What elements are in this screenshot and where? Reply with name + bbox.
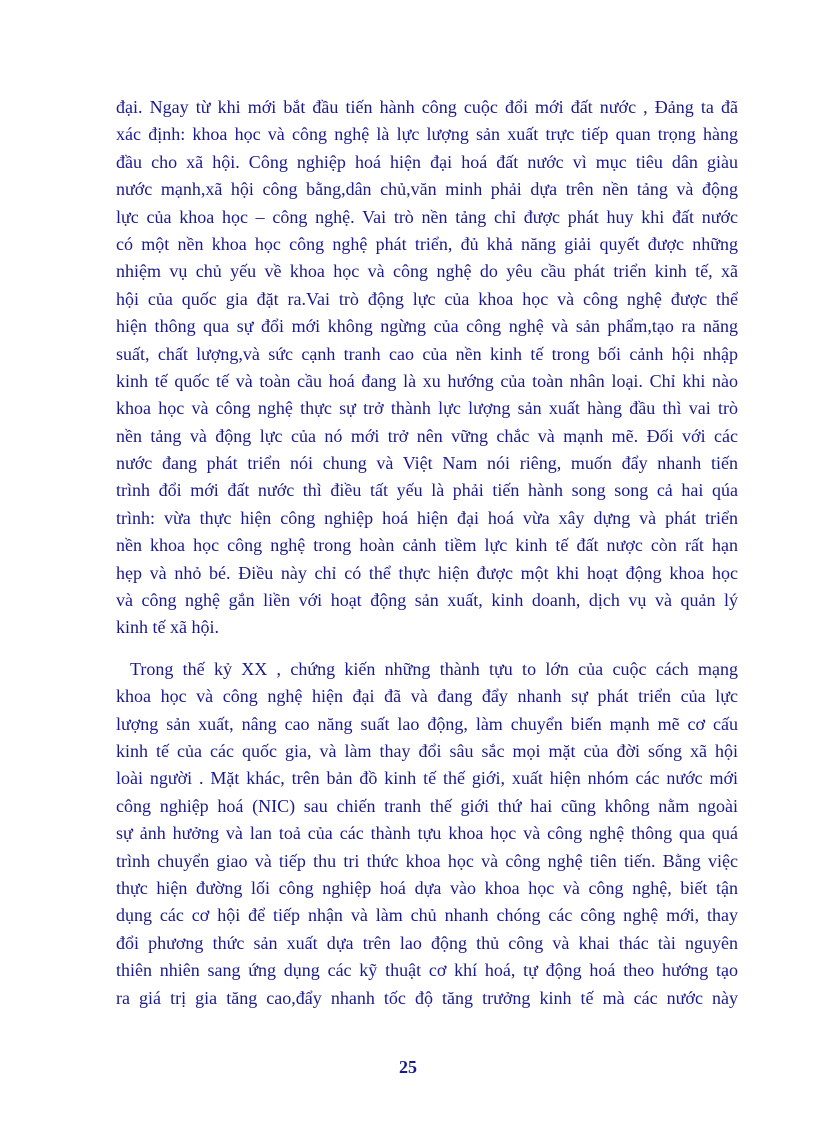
text-line: nền tảng và động lực của nó mới trở nên vững chắc và mạnh mẽ. Đối với các [116, 425, 738, 446]
text-line: và công nghệ gắn liền với hoạt động sản xuất, kinh doanh, dịch vụ và quản lý [116, 590, 738, 611]
text-line: hẹp và nhỏ bé. Điều này chỉ có thể thực hiện được một khi hoạt động khoa học [116, 562, 738, 583]
text-line: nước mạnh,xã hội công bằng,dân chủ,văn minh phải dựa trên nền tảng và động [116, 179, 738, 200]
text-line: đầu cho xã hội. Công nghiệp hoá hiện đại hoá đất nước vì mục tiêu dân giàu [116, 151, 738, 172]
paragraph [116, 656, 738, 1012]
text-line: hiện thông qua sự đổi mới không ngừng của công nghệ và sản phẩm,tạo ra năng [116, 316, 738, 337]
paragraph-gap [116, 642, 738, 656]
paragraph [116, 94, 738, 642]
text-line: ra giá trị gia tăng cao,đẩy nhanh tốc độ tăng trưởng kinh tế mà các nước này [116, 987, 738, 1008]
text-line: loài người . Mặt khác, trên bản đồ kinh tế thế giới, xuất hiện nhóm các nước mới [116, 768, 738, 789]
text-line: đổi phương thức sản xuất dựa trên lao động thủ công và khai thác tài nguyên [116, 932, 738, 953]
text-line: thực hiện đường lối công nghiệp hoá dựa vào khoa học và công nghệ, biết tận [116, 877, 738, 898]
text-line: có một nền khoa học công nghệ phát triển, đủ khả năng giải quyết được những [116, 233, 738, 254]
text-line: nền khoa học công nghệ trong hoàn cảnh tiềm lực kinh tế đất nược còn rất hạn [116, 535, 738, 556]
text-line: trình đổi mới đất nước thì điều tất yếu là phải tiến hành song song cả hai qúa [116, 480, 738, 501]
text-line: nhiệm vụ chủ yếu về khoa học và công nghệ do yêu cầu phát triển kinh tế, xã [116, 261, 738, 282]
text-line: khoa học và công nghệ hiện đại đã và đang đẩy nhanh sự phát triển của lực [116, 686, 738, 707]
page-number: 25 [399, 1057, 417, 1077]
text-line: kinh tế quốc tế và toàn cầu hoá đang là xu hướng của toàn nhân loại. Chỉ khi nào [116, 370, 738, 391]
text-line: đại. Ngay từ khi mới bắt đầu tiến hành công cuộc đổi mới đất nước , Đảng ta đã [116, 97, 738, 117]
text-line: lực của khoa học – công nghệ. Vai trò nền tảng chỉ được phát huy khi đất nước [116, 206, 738, 227]
text-line: khoa học và công nghệ thực sự trở thành lực lượng sản xuất hàng đầu thì vai trò [116, 398, 738, 419]
text-line: lượng sản xuất, nâng cao năng suất lao động, làm chuyển biến mạnh mẽ cơ cấu [116, 713, 738, 734]
text-line: nước đang phát triển nói chung và Việt Nam nói riêng, muốn đẩy nhanh tiến [116, 453, 738, 474]
text-line: hội của quốc gia đặt ra.Vai trò động lực của khoa học và công nghệ được thể [116, 288, 738, 309]
text-line: công nghiệp hoá (NIC) sau chiến tranh thế giới thứ hai cũng không nằm ngoài [116, 795, 738, 816]
text-line: xác định: khoa học và công nghệ là lực lượng sản xuất trực tiếp quan trọng hàng [116, 124, 738, 145]
text-line: trình chuyển giao và tiếp thu tri thức khoa học và công nghệ tiên tiến. Bằng việc [116, 850, 738, 871]
text-line: Trong thế kỷ XX , chứng kiến những thành tựu to lớn của cuộc cách mạng [130, 658, 738, 679]
text-line: dụng các cơ hội để tiếp nhận và làm chủ nhanh chóng các công nghệ mới, thay [116, 905, 738, 926]
text-line: thiên nhiên sang ứng dụng các kỹ thuật cơ khí hoá, tự động hoá theo hướng tạo [116, 960, 738, 981]
text-line: kinh tế của các quốc gia, và làm thay đổi sâu sắc mọi mặt của đời sống xã hội [116, 740, 738, 761]
text-line: kinh tế xã hội. [116, 617, 219, 638]
text-line: sự ảnh hưởng và lan toả của các thành tựu khoa học và công nghệ thông qua quá [116, 823, 738, 844]
text-line: trình: vừa thực hiện công nghiệp hoá hiện đại hoá vừa xây dựng và phát triển [116, 507, 738, 528]
text-line: suất, chất lượng,và sức cạnh tranh cao của nền kinh tế trong bối cảnh hội nhập [116, 343, 738, 364]
page-body [116, 94, 738, 1012]
